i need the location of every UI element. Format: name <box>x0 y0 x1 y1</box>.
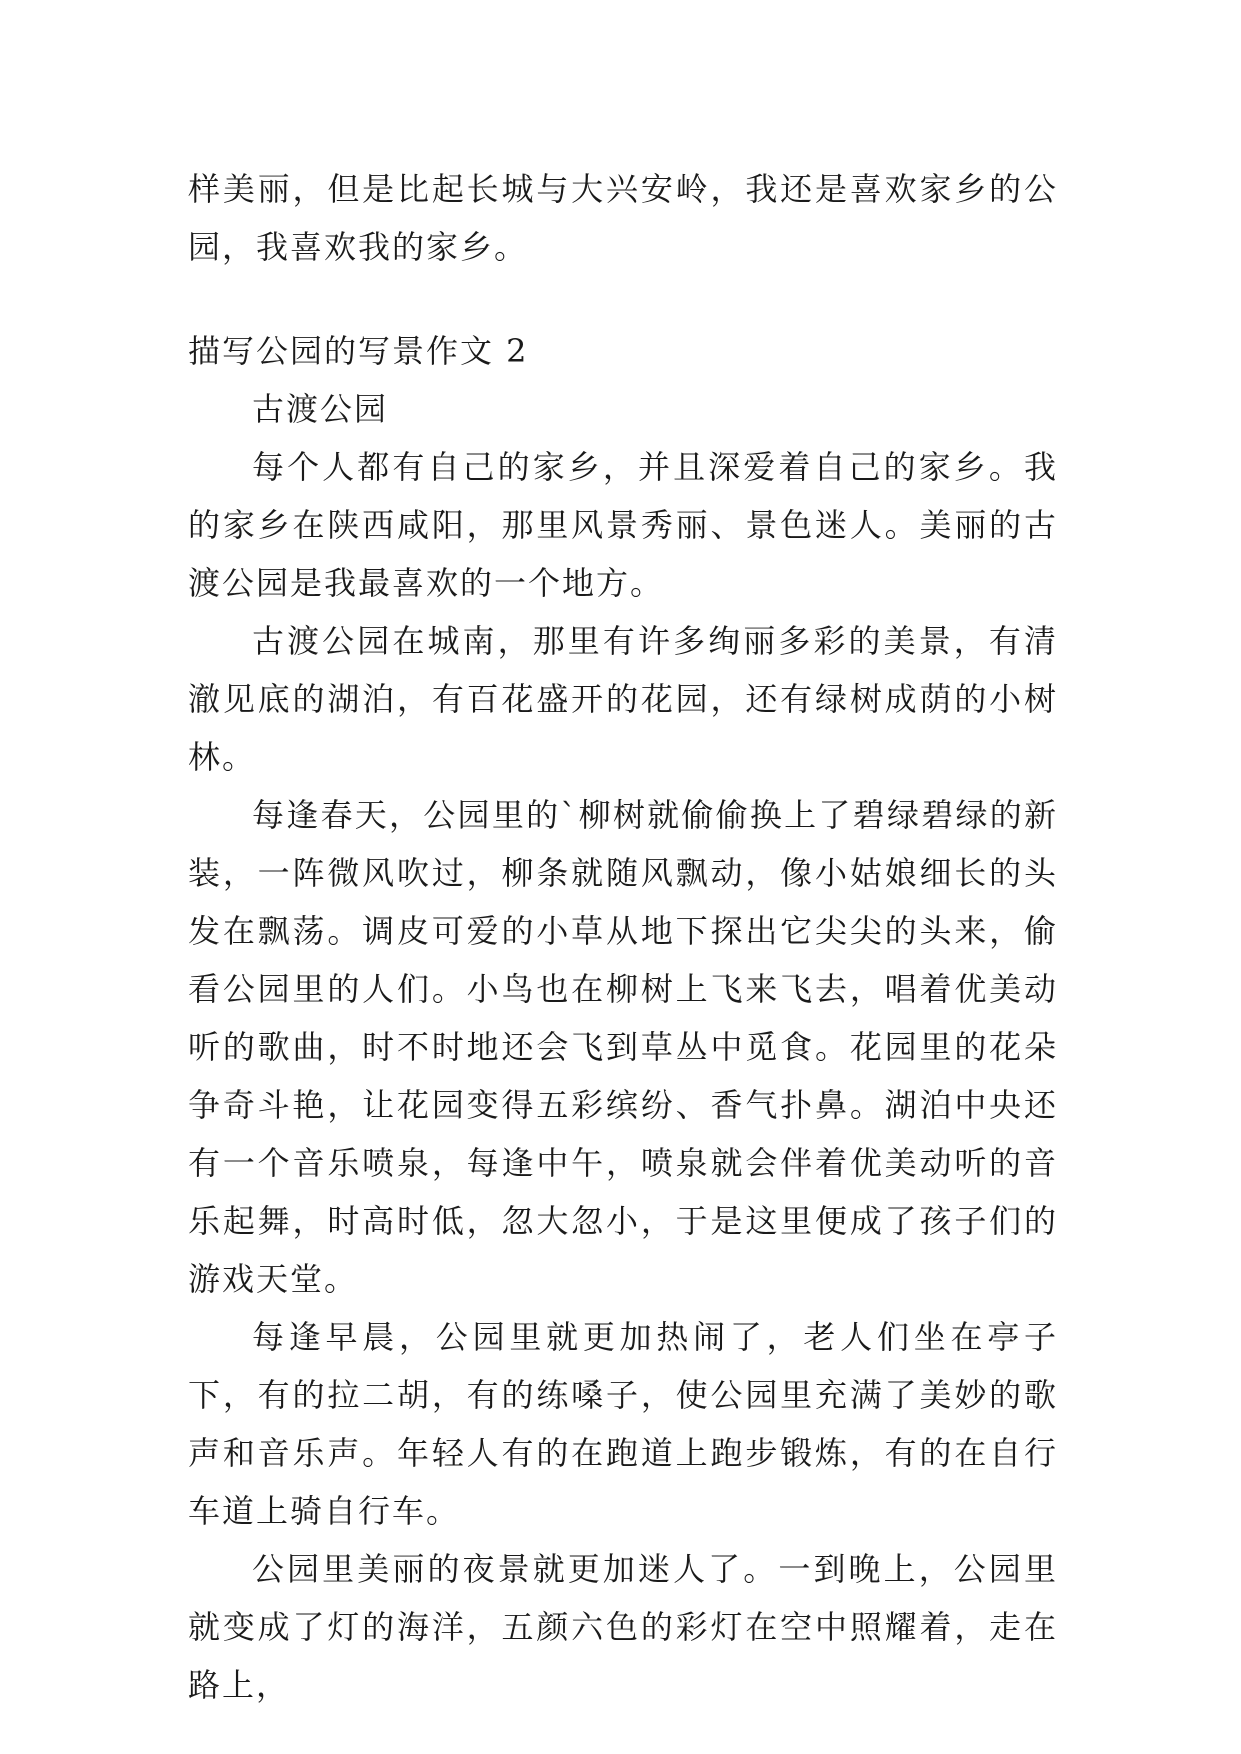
essay-title: 古渡公园 <box>252 390 389 428</box>
paragraph-4: 每逢早晨，公园里就更加热闹了，老人们坐在亭子下，有的拉二胡，有的练嗓子，使公园里充满了美妙的歌声和音乐声。年轻人有的在跑道上跑步锻炼，有的在自行车道上骑自行车。 <box>188 1318 1058 1530</box>
document-body <box>188 160 1058 1714</box>
continuation-paragraph: 样美丽，但是比起长城与大兴安岭，我还是喜欢家乡的公园，我喜欢我的家乡。 <box>188 170 1058 266</box>
paragraph-2: 古渡公园在城南，那里有许多绚丽多彩的美景，有清澈见底的湖泊，有百花盛开的花园，还有绿树成荫的小树林。 <box>188 622 1058 776</box>
paragraph-3: 每逢春天，公园里的`柳树就偷偷换上了碧绿碧绿的新装，一阵微风吹过，柳条就随风飘动，像小姑娘细长的头发在飘荡。调皮可爱的小草从地下探出它尖尖的头来，偷看公园里的人们。小鸟也在柳树上飞来飞去，唱着优美动听的歌曲，时不时地还会飞到草丛中觅食。花园里的花朵争奇斗艳，让花园变得五彩缤纷、香气扑鼻。湖泊中央还有一个音乐喷泉，每逢中午，喷泉就会伴着优美动听的音乐起舞，时高时低，忽大忽小，于是这里便成了孩子们的游戏天堂。 <box>188 796 1058 1298</box>
section-heading: 描写公园的写景作文 2 <box>188 332 529 370</box>
paragraph-1: 每个人都有自己的家乡，并且深爱着自己的家乡。我的家乡在陕西咸阳，那里风景秀丽、景色迷人。美丽的古渡公园是我最喜欢的一个地方。 <box>188 448 1058 602</box>
paragraph-5: 公园里美丽的夜景就更加迷人了。一到晚上，公园里就变成了灯的海洋，五颜六色的彩灯在空中照耀着，走在路上， <box>188 1550 1058 1704</box>
section-gap <box>188 276 1058 322</box>
